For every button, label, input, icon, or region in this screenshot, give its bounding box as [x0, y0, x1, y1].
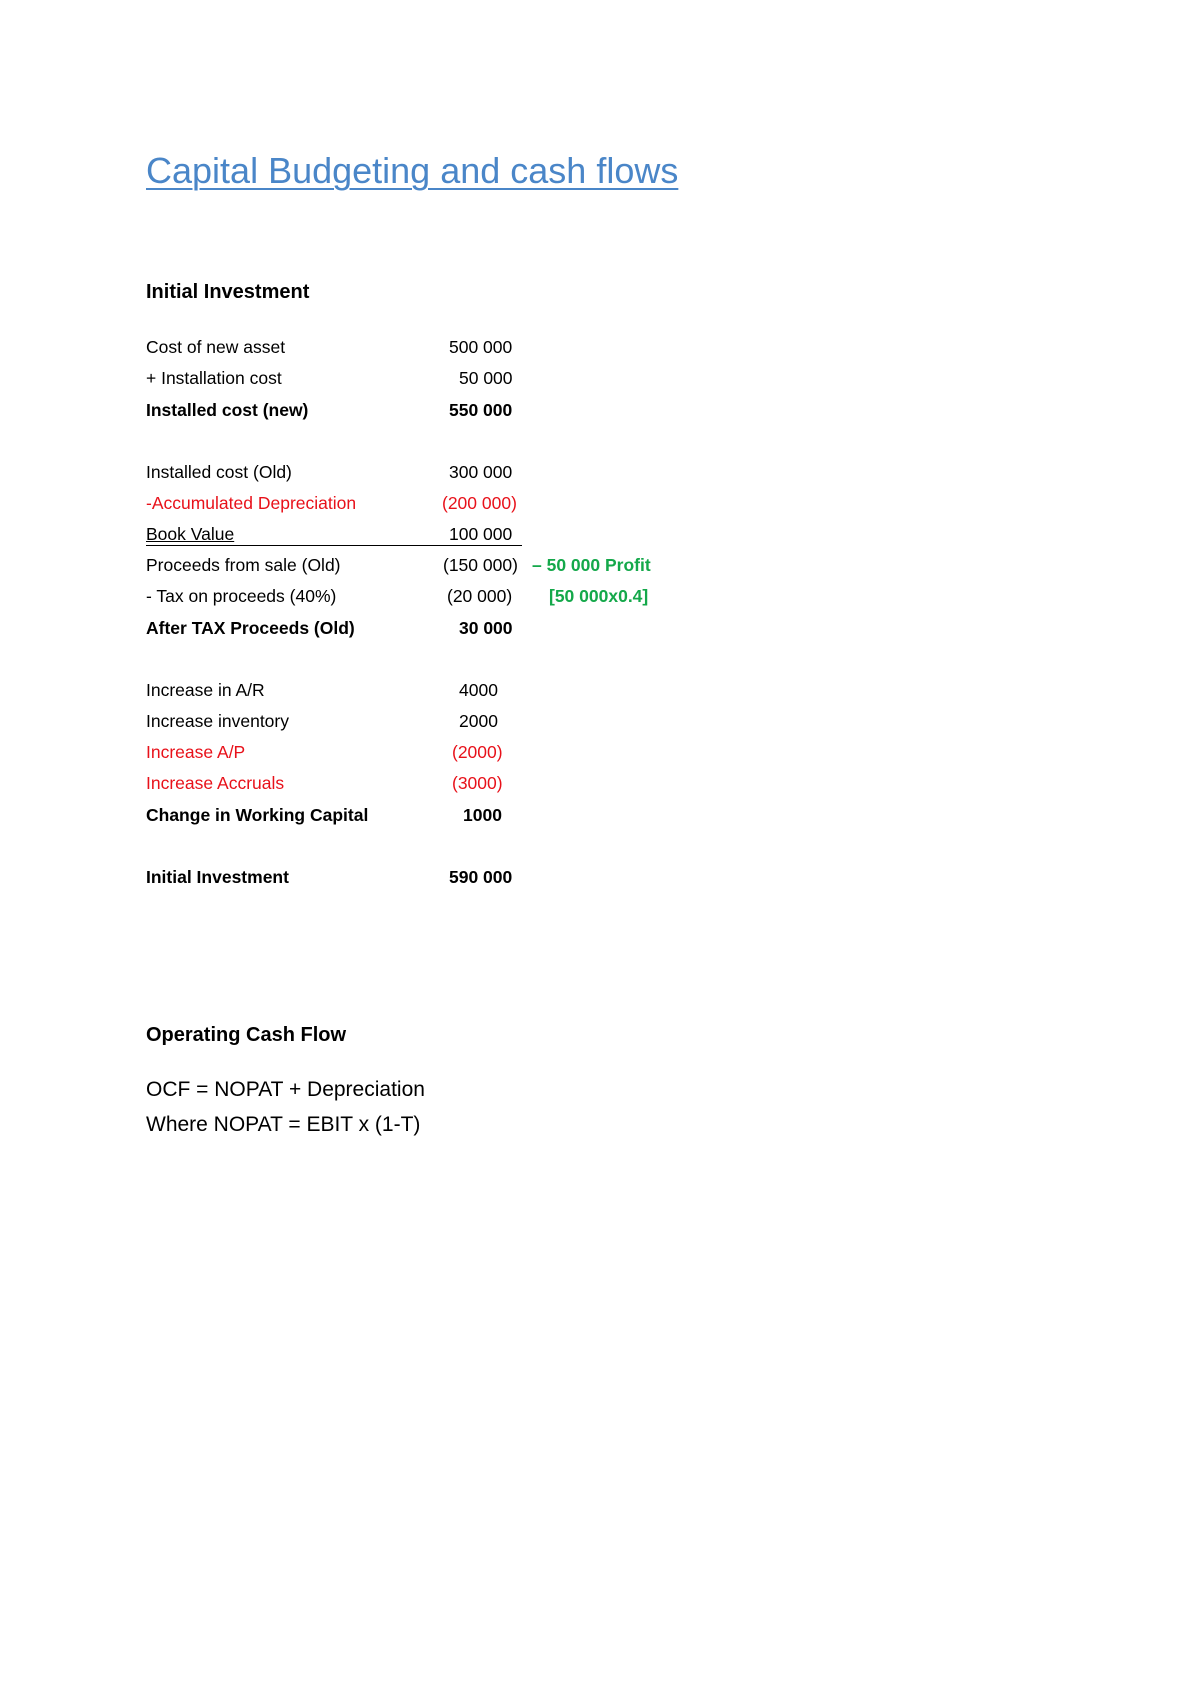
- row-increase-ar: [146, 680, 846, 704]
- row-increase-inventory: [146, 711, 846, 735]
- row-label: + Installation cost: [146, 368, 282, 388]
- row-value: 4000: [459, 680, 498, 700]
- row-value: (2000): [452, 742, 503, 762]
- row-label: Cost of new asset: [146, 337, 286, 357]
- row-installed-cost-old: [146, 462, 846, 486]
- row-label: Installed cost (new): [146, 400, 309, 420]
- row-label: Increase inventory: [146, 711, 289, 731]
- row-label: Increase A/P: [146, 742, 246, 762]
- row-value: (3000): [452, 773, 503, 793]
- row-label: Book Value: [146, 524, 235, 544]
- row-value: 30 000: [459, 618, 513, 638]
- row-installed-cost-new: [146, 400, 846, 424]
- ocf-formula: OCF = NOPAT + Depreciation: [146, 1078, 425, 1101]
- row-label: Increase Accruals: [146, 773, 285, 793]
- row-label: Installed cost (Old): [146, 462, 292, 482]
- row-label: Change in Working Capital: [146, 805, 369, 825]
- row-value: 50 000: [459, 368, 513, 388]
- row-accumulated-depreciation: [146, 493, 846, 517]
- section-heading-operating-cash-flow: Operating Cash Flow: [146, 1024, 347, 1046]
- row-value: 1000: [463, 805, 502, 825]
- row-after-tax-proceeds: [146, 618, 846, 642]
- row-value: 2000: [459, 711, 498, 731]
- row-value: 590 000: [449, 867, 513, 887]
- nopat-formula: Where NOPAT = EBIT x (1-T): [146, 1113, 421, 1136]
- row-value: 100 000: [449, 524, 513, 544]
- section-heading-initial-investment: Initial Investment: [146, 281, 310, 303]
- row-increase-ap: [146, 742, 846, 766]
- row-value: (200 000): [442, 493, 517, 513]
- profit-annotation: – 50 000 Profit: [532, 555, 651, 575]
- row-value: (20 000): [447, 586, 513, 606]
- row-value: 500 000: [449, 337, 513, 357]
- row-cost-of-new-asset: [146, 337, 846, 361]
- row-change-in-working-capital: [146, 805, 846, 829]
- row-label: -Accumulated Depreciation: [146, 493, 357, 513]
- tax-calc-annotation: [50 000x0.4]: [549, 586, 649, 606]
- row-increase-accruals: [146, 773, 846, 797]
- row-value: (150 000): [443, 555, 518, 575]
- row-tax-on-proceeds: [146, 586, 846, 610]
- row-value: 300 000: [449, 462, 513, 482]
- row-label: Proceeds from sale (Old): [146, 555, 341, 575]
- row-label: After TAX Proceeds (Old): [146, 618, 355, 638]
- row-initial-investment-total: [146, 867, 846, 891]
- row-value: 550 000: [449, 400, 513, 420]
- row-proceeds-from-sale: [146, 555, 846, 579]
- row-label: Initial Investment: [146, 867, 289, 887]
- row-installation-cost: [146, 368, 846, 392]
- page-title: Capital Budgeting and cash flows: [146, 150, 679, 191]
- row-label: - Tax on proceeds (40%): [146, 586, 337, 606]
- row-label: Increase in A/R: [146, 680, 265, 700]
- book-value-underline: [146, 545, 522, 546]
